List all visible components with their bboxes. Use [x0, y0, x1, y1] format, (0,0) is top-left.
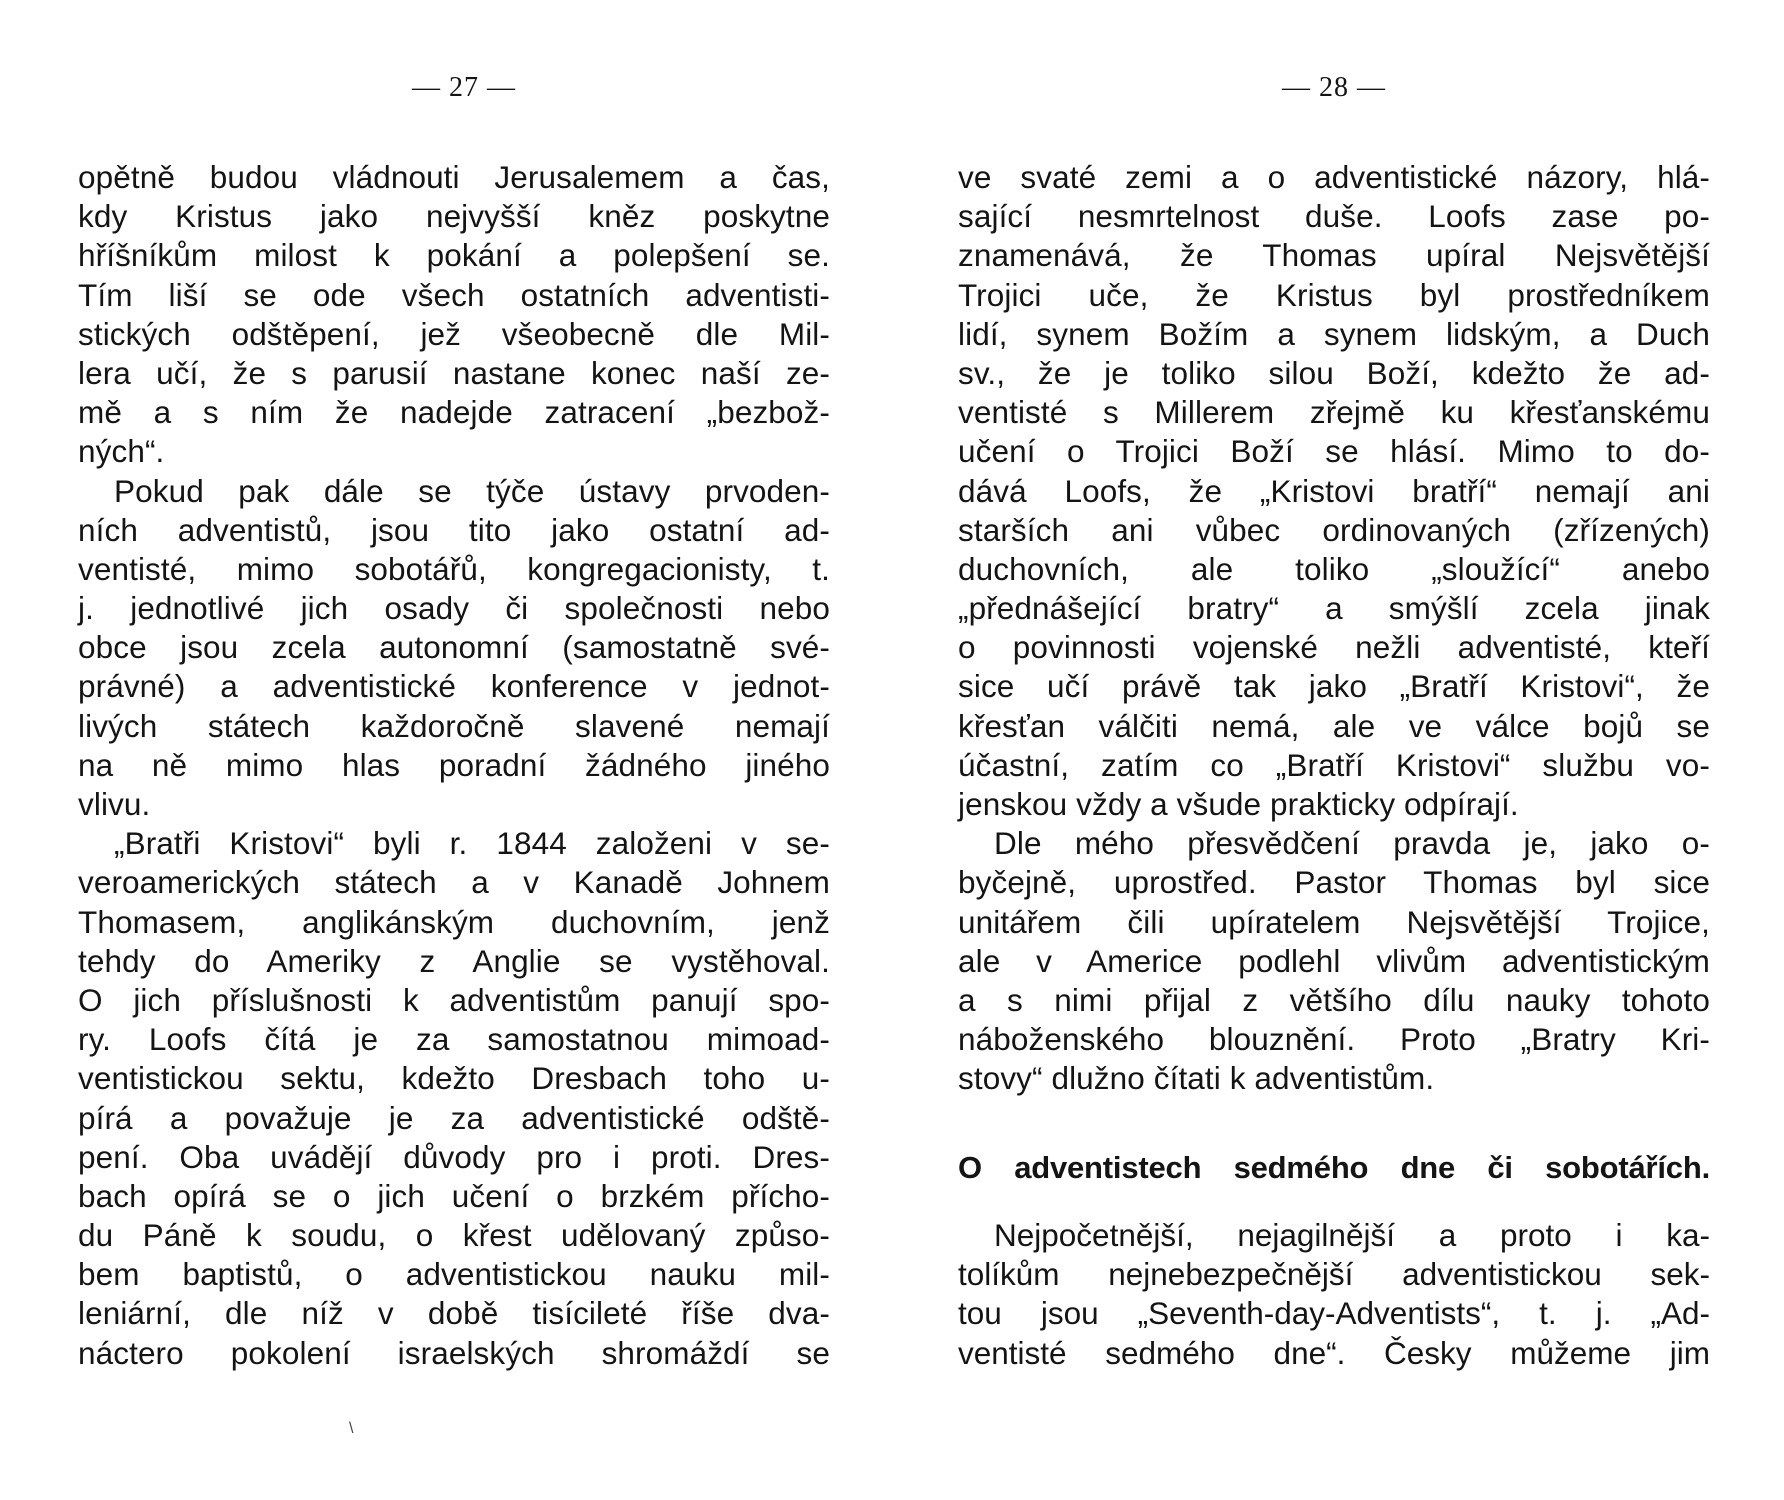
text-line: mě a s ním že nadejde zatracení „bezbož-: [78, 394, 830, 431]
text-line: účastní, zatím co „Bratří Kristovi“ službu vo-: [958, 746, 1710, 783]
text-line: ventisté, mimo sobotářů, kongregacionisty, t.: [78, 550, 830, 587]
text-line: tou jsou „Seventh-day-Adventists“, t. j. „Ad-: [958, 1295, 1710, 1332]
text-line: ale v Americe podlehl vlivům adventistickým: [958, 942, 1710, 979]
text-line: křesťan válčiti nemá, ale ve válce bojů se: [958, 707, 1710, 744]
text-line: lera učí, že s parusií nastane konec naší ze-: [78, 354, 830, 391]
text-line: stických odštěpení, jež všeobecně dle Mil-: [78, 315, 830, 352]
text-line: bach opírá se o jich učení o brzkém přícho-: [78, 1177, 830, 1214]
stray-mark: \: [349, 1420, 354, 1437]
text-line: stovy“ dlužno čítati k adventistům.: [958, 1060, 1435, 1097]
text-line: pení. Oba uvádějí důvody pro i proti. Dres-: [78, 1138, 830, 1175]
page-number-left: — 27 —: [412, 72, 516, 103]
text-line: a s nimi přijal z většího dílu nauky tohoto: [958, 981, 1710, 1018]
text-line: Dle mého přesvědčení pravda je, jako o-: [994, 825, 1710, 862]
text-line: Thomasem, anglikánským duchovním, jenž: [78, 903, 830, 940]
text-line: sv., že je toliko silou Boží, kdežto že ad-: [958, 354, 1710, 391]
text-line: Nejpočetnější, nejagilnější a proto i ka-: [994, 1217, 1710, 1253]
text-line: právné) a adventistické konference v jednot-: [78, 668, 830, 705]
text-line: sající nesmrtelnost duše. Loofs zase po-: [958, 198, 1710, 235]
text-line: ry. Loofs čítá je za samostatnou mimoad-: [78, 1021, 830, 1058]
text-line: tolíkům nejnebezpečnější adventistickou sek-: [958, 1256, 1710, 1293]
text-line: pírá a považuje je za adventistické odště-: [78, 1099, 830, 1136]
text-line: ních adventistů, jsou tito jako ostatní ad-: [78, 511, 830, 548]
text-line: hříšníkům milost k pokání a polepšení se.: [78, 237, 830, 274]
text-line: livých státech každoročně slavené nemají: [78, 707, 830, 744]
text-line: vlivu.: [78, 786, 151, 822]
text-line: ných“.: [78, 433, 165, 470]
page-number-right: — 28 —: [1282, 72, 1386, 103]
right-page: [958, 0, 1710, 1500]
text-line: veroamerických státech a v Kanadě Johnem: [78, 864, 830, 901]
text-line: učení o Trojici Boží se hlásí. Mimo to do-: [958, 433, 1710, 470]
text-line: obce jsou zcela autonomní (samostatně své-: [78, 629, 830, 666]
text-line: duchovních, ale toliko „sloužící“ anebo: [958, 550, 1710, 587]
text-line: opětně budou vládnouti Jerusalemem a čas,: [78, 159, 830, 195]
text-line: náboženského blouznění. Proto „Bratry Kri-: [958, 1021, 1710, 1058]
text-line: sice učí právě tak jako „Bratří Kristovi“, že: [958, 668, 1710, 705]
text-line: byčejně, uprostřed. Pastor Thomas byl sice: [958, 864, 1710, 901]
right-page-text-after-heading: [958, 1216, 1710, 1373]
text-line: Tím liší se ode všech ostatních adventisti-: [78, 276, 830, 313]
text-line: O jich příslušnosti k adventistům panují spo-: [78, 981, 830, 1018]
section-heading: O adventistech sedmého dne či sobotářích.: [958, 1150, 1710, 1185]
text-line: j. jednotlivé jich osady či společnosti nebo: [78, 590, 830, 627]
text-line: náctero pokolení israelských shromáždí se: [78, 1334, 830, 1371]
text-line: dává Loofs, že „Kristovi bratří“ nemají ani: [958, 472, 1710, 509]
text-line: Trojici uče, že Kristus byl prostředníkem: [958, 276, 1710, 313]
text-line: ve svaté zemi a o adventistické názory, hlá-: [958, 159, 1710, 195]
text-line: du Páně k soudu, o křest udělovaný způso-: [78, 1217, 830, 1254]
text-line: jenskou vždy a všude prakticky odpírají.: [958, 786, 1519, 822]
left-page: [78, 0, 830, 1500]
text-line: o povinnosti vojenské nežli adventisté, kteří: [958, 629, 1710, 666]
text-line: leniární, dle níž v době tisícileté říše dva-: [78, 1295, 830, 1332]
right-page-text: [958, 158, 1710, 1099]
text-line: tehdy do Ameriky z Anglie se vystěhoval.: [78, 942, 830, 979]
text-line: ventisté sedmého dne“. Česky můžeme jim: [958, 1334, 1710, 1371]
left-page-text: [78, 158, 830, 1373]
text-line: bem baptistů, o adventistickou nauku mil-: [78, 1256, 830, 1293]
text-line: Pokud pak dále se týče ústavy prvoden-: [114, 472, 830, 509]
text-line: „přednášející bratry“ a smýšlí zcela jinak: [958, 590, 1710, 627]
text-line: starších ani vůbec ordinovaných (zřízených): [958, 511, 1710, 548]
text-line: ventistickou sektu, kdežto Dresbach toho u-: [78, 1060, 830, 1097]
text-line: na ně mimo hlas poradní žádného jiného: [78, 746, 830, 783]
text-line: lidí, synem Božím a synem lidským, a Duch: [958, 315, 1710, 352]
text-line: ventisté s Millerem zřejmě ku křesťanskému: [958, 394, 1710, 431]
text-line: unitářem čili upíratelem Nejsvětější Trojice,: [958, 903, 1710, 940]
text-line: znamenává, že Thomas upíral Nejsvětější: [958, 237, 1710, 274]
text-line: „Bratři Kristovi“ byli r. 1844 založeni v se-: [114, 825, 830, 862]
text-line: kdy Kristus jako nejvyšší kněz poskytne: [78, 198, 830, 235]
